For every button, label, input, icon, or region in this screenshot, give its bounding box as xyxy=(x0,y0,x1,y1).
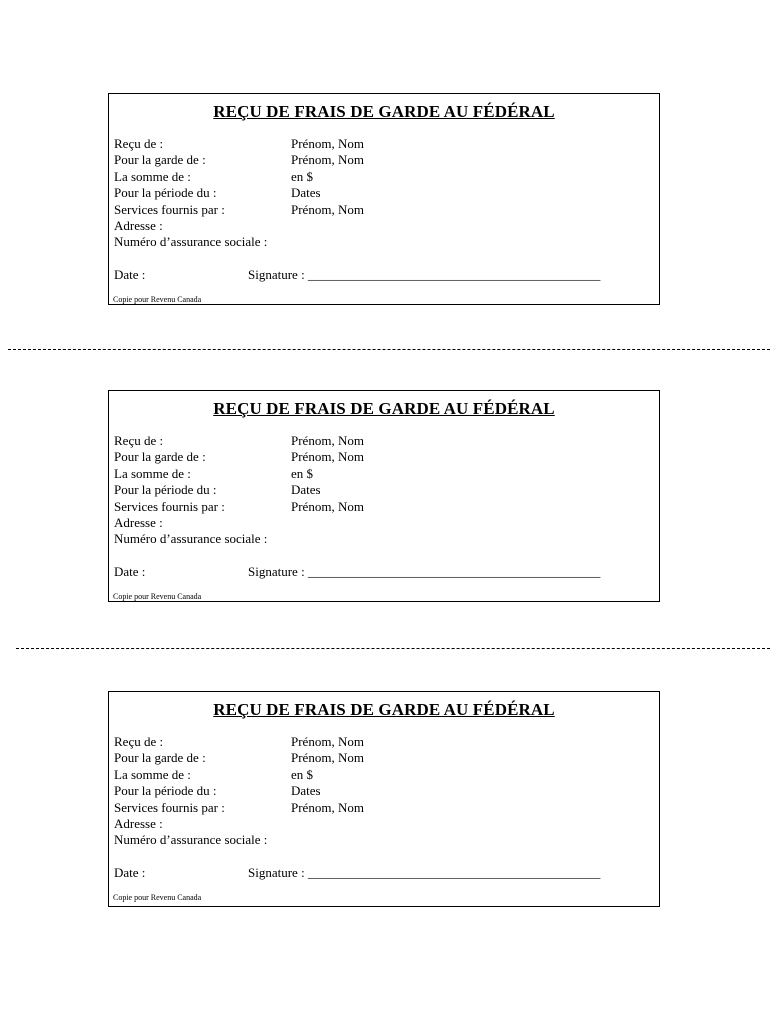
value-services: Prénom, Nom xyxy=(291,202,364,217)
receipt-title: REÇU DE FRAIS DE GARDE AU FÉDÉRAL xyxy=(213,399,555,418)
receipt-title: REÇU DE FRAIS DE GARDE AU FÉDÉRAL xyxy=(213,102,555,121)
receipt-3 xyxy=(108,691,660,907)
label-la-somme: La somme de : xyxy=(114,466,191,481)
value-recu-de: Prénom, Nom xyxy=(291,433,364,448)
label-recu-de: Reçu de : xyxy=(114,433,164,448)
label-adresse: Adresse : xyxy=(114,816,163,831)
label-date: Date : xyxy=(114,865,146,880)
footer-note: Copie pour Revenu Canada xyxy=(113,295,202,304)
receipt-title: REÇU DE FRAIS DE GARDE AU FÉDÉRAL xyxy=(213,700,555,719)
label-services: Services fournis par : xyxy=(114,800,225,815)
label-signature: Signature : _____________________________________________ xyxy=(248,267,601,282)
label-pour-la-garde: Pour la garde de : xyxy=(114,449,206,464)
label-la-somme: La somme de : xyxy=(114,767,191,782)
value-periode: Dates xyxy=(291,482,321,497)
label-signature: Signature : _____________________________________________ xyxy=(248,564,601,579)
value-periode: Dates xyxy=(291,185,321,200)
label-services: Services fournis par : xyxy=(114,499,225,514)
label-nas: Numéro d’assurance sociale : xyxy=(114,234,268,249)
label-periode: Pour la période du : xyxy=(114,783,217,798)
label-pour-la-garde: Pour la garde de : xyxy=(114,750,206,765)
label-adresse: Adresse : xyxy=(114,515,163,530)
label-recu-de: Reçu de : xyxy=(114,734,164,749)
value-pour-la-garde: Prénom, Nom xyxy=(291,152,364,167)
label-adresse: Adresse : xyxy=(114,218,163,233)
cut-line xyxy=(8,349,770,350)
footer-note: Copie pour Revenu Canada xyxy=(113,592,202,601)
value-pour-la-garde: Prénom, Nom xyxy=(291,750,364,765)
receipt-1 xyxy=(108,93,660,305)
cut-line xyxy=(16,648,770,649)
label-date: Date : xyxy=(114,267,146,282)
label-recu-de: Reçu de : xyxy=(114,136,164,151)
label-nas: Numéro d’assurance sociale : xyxy=(114,531,268,546)
value-services: Prénom, Nom xyxy=(291,800,364,815)
value-periode: Dates xyxy=(291,783,321,798)
label-pour-la-garde: Pour la garde de : xyxy=(114,152,206,167)
label-services: Services fournis par : xyxy=(114,202,225,217)
label-periode: Pour la période du : xyxy=(114,482,217,497)
value-recu-de: Prénom, Nom xyxy=(291,136,364,151)
value-la-somme: en $ xyxy=(291,767,314,782)
value-recu-de: Prénom, Nom xyxy=(291,734,364,749)
label-date: Date : xyxy=(114,564,146,579)
label-signature: Signature : _____________________________________________ xyxy=(248,865,601,880)
value-la-somme: en $ xyxy=(291,169,314,184)
label-periode: Pour la période du : xyxy=(114,185,217,200)
value-services: Prénom, Nom xyxy=(291,499,364,514)
value-pour-la-garde: Prénom, Nom xyxy=(291,449,364,464)
footer-note: Copie pour Revenu Canada xyxy=(113,893,202,902)
receipt-2 xyxy=(108,390,660,602)
value-la-somme: en $ xyxy=(291,466,314,481)
label-nas: Numéro d’assurance sociale : xyxy=(114,832,268,847)
label-la-somme: La somme de : xyxy=(114,169,191,184)
